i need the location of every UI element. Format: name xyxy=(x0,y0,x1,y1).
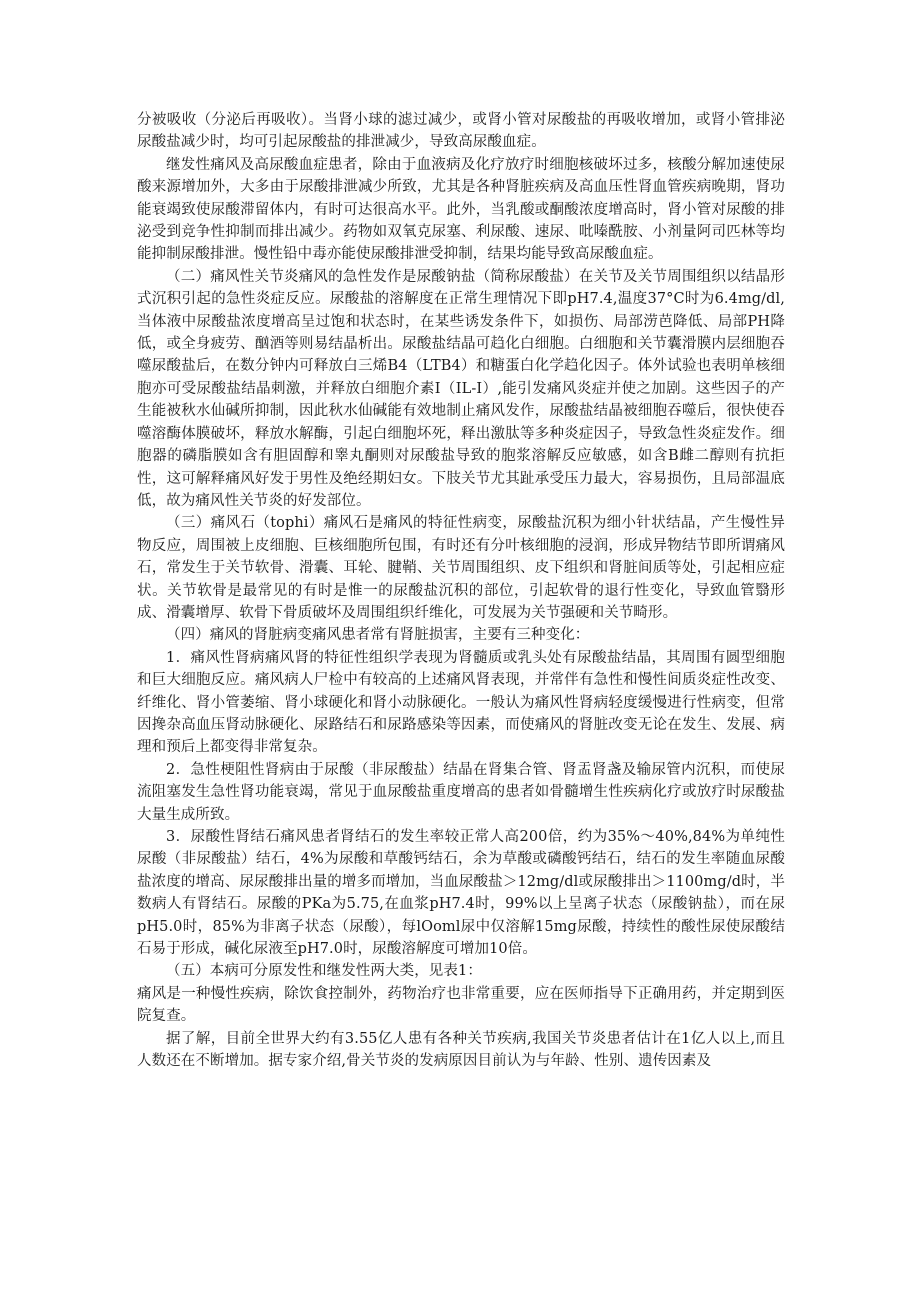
paragraph-8: 3．尿酸性肾结石痛风患者肾结石的发生率较正常人高200倍，约为35%～40%,84%为单纯性尿酸（非尿酸盐）结石，4%为尿酸和草酸钙结石，余为草酸或磷酸钙结石，结石的发生率随血尿酸盐浓度的增高、尿尿酸排出量的增多而增加，当血尿酸盐＞12mg∕dl或尿酸排出＞1100mg∕d时，半数病人有肾结石。尿酸的PKa为5.75,在血浆pH7.4时，99%以上呈离子状态（尿酸钠盐），而在尿pH5.0时，85%为非离子状态（尿酸），每lOoml尿中仅溶解15mg尿酸，持续性的酸性尿使尿酸结石易于形成，碱化尿液至pH7.0时，尿酸溶解度可增加10倍。 xyxy=(137,829,785,958)
paragraph-10: 痛风是一种慢性疾病，除饮食控制外，药物治疗也非常重要，应在医师指导下正确用药，并定期到医院复查。 xyxy=(137,985,785,1025)
document-body xyxy=(137,109,785,1072)
paragraph-4: （三）痛风石（tophi）痛风石是痛风的特征性病变，尿酸盐沉积为细小针状结晶，产生慢性异物反应，周围被上皮细胞、巨核细胞所包围，有时还有分叶核细胞的浸润，形成异物结节即所谓痛风石，常发生于关节软骨、滑囊、耳轮、腱鞘、关节周围组织、皮下组织和肾脏间质等处，引起相应症状。关节软骨是最常见的有时是惟一的尿酸盐沉积的部位，引起软骨的退行性变化，导致血管翳形成、滑囊增厚、软骨下骨质破坏及周围组织纤维化，可发展为关节强硬和关节畸形。 xyxy=(137,515,785,621)
paragraph-5: （四）痛风的肾脏病变痛风患者常有肾脏损害，主要有三种变化： xyxy=(166,627,590,644)
paragraph-3: （二）痛风性关节炎痛风的急性发作是尿酸钠盐（简称尿酸盐）在关节及关节周围组织以结晶形式沉积引起的急性炎症反应。尿酸盐的溶解度在正常生理情况下即pH7.4,温度37°C时为6.4mg∕dl,当体液中尿酸盐浓度增高呈过饱和状态时，在某些诱发条件下，如损伤、局部涝芭降低、局部PH降低，或全身疲劳、酗酒等则易结晶析出。尿酸盐结晶可趋化白细胞。白细胞和关节囊滑膜内层细胞吞噬尿酸盐后，在数分钟内可释放白三烯B4（LTB4）和糖蛋白化学趋化因子。体外试验也表明单核细胞亦可受尿酸盐结晶刺激，并释放白细胞介素I（IL-I）,能引发痛风炎症并使之加剧。这些因子的产生能被秋水仙碱所抑制，因此秋水仙碱能有效地制止痛风发作，尿酸盐结晶被细胞吞噬后，很快使吞噬溶酶体膜破坏，释放水解酶，引起白细胞坏死，释出激肽等多种炎症因子，导致急性炎症发作。细胞器的磷脂膜如含有胆固醇和睾丸酮则对尿酸盐导致的胞浆溶解反应敏感，如含B雌二醇则有抗拒性，这可解释痛风好发于男性及绝经期妇女。下肢关节尤其趾承受压力最大，容易损伤，且局部温底低，故为痛风性关节炎的好发部位。 xyxy=(137,268,785,509)
paragraph-2: 继发性痛风及高尿酸血症患者，除由于血液病及化疗放疗时细胞核破坏过多，核酸分解加速使尿酸来源增加外，大多由于尿酸排泄减少所致，尤其是各种肾脏疾病及高血压性肾血管疾病晚期，肾功能衰竭致使尿酸滞留体内，有时可达很高水平。此外，当乳酸或酮酸浓度增高时，肾小管对尿酸的排泌受到竞争性抑制而排出减少。药物如双氧克尿塞、利尿酸、速尿、吡嗪酰胺、小剂量阿司匹林等均能抑制尿酸排泄。慢性铅中毒亦能使尿酸排泄受抑制，结果均能导致高尿酸血症。 xyxy=(137,156,785,263)
paragraph-6: 1．痛风性肾病痛风肾的特征性组织学表现为肾髓质或乳头处有尿酸盐结晶，其周围有圆型细胞和巨大细胞反应。痛风病人尸检中有较高的上述痛风肾表现，并常伴有急性和慢性间质炎症性改变、纤维化、肾小管萎缩、肾小球硬化和肾小动脉硬化。一般认为痛风性肾病轻度缓慢进行性病变，但常因搀杂高血压肾动脉硬化、尿路结石和尿路感染等因素，而使痛风的肾脏改变无论在发生、发展、病理和预后上都变得非常复杂。 xyxy=(137,649,785,756)
paragraph-7: 2．急性梗阻性肾病由于尿酸（非尿酸盐）结晶在肾集合管、肾盂肾盏及输尿管内沉积，而使尿流阻塞发生急性肾功能衰竭，常见于血尿酸盐重度增高的患者如骨髓增生性疾病化疗或放疗时尿酸盐大量生成所致。 xyxy=(137,761,785,823)
paragraph-9: （五）本病可分原发性和继发性两大类，见表1： xyxy=(166,963,482,980)
paragraph-1: 分被吸收（分泌后再吸收）。当肾小球的滤过减少，或肾小管对尿酸盐的再吸收增加，或肾小管排泌尿酸盐减少时，均可引起尿酸盐的排泄减少，导致高尿酸血症。 xyxy=(137,112,785,151)
paragraph-11: 据了解，目前全世界大约有3.55亿人患有各种关节疾病,我国关节炎患者估计在1亿人以上,而且人数还在不断增加。据专家介绍,骨关节炎的发病原因目前认为与年龄、性别、遗传因素及 xyxy=(137,1030,785,1070)
